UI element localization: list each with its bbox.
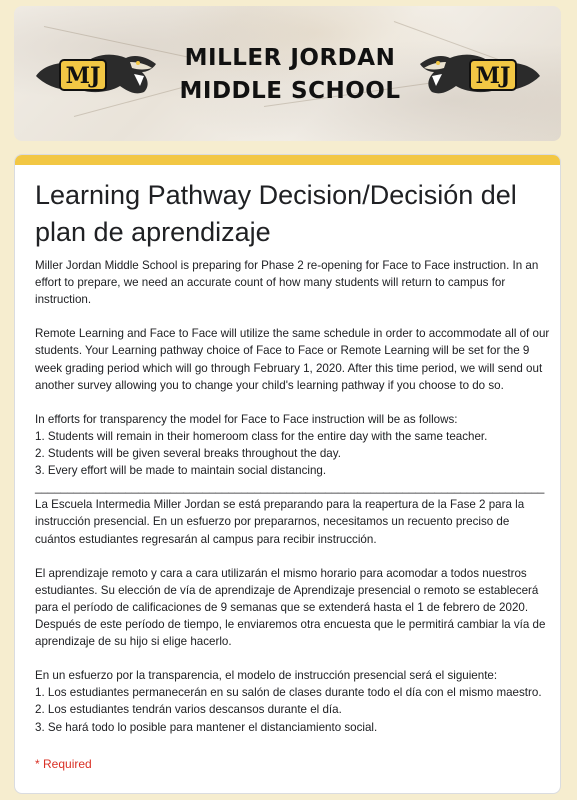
card-accent-bar xyxy=(15,155,560,165)
form-title: Learning Pathway Decision/Decisión del plan de aprendizaje xyxy=(35,180,517,247)
form-header-card xyxy=(14,154,561,794)
form-description: Miller Jordan Middle School is preparing for Phase 2 re-opening for Face to Face instruction. In an effort to prepare, we need an accurate count of how many students will return to campus for instruction. Remote Learning and Face to Face will utilize the same schedule in order to accommodate all of our students. Your Learning pathway choice of Face to Face or Remote Learning will be set for the 9 week grading period which will go through February 1, 2020. After this time period, we will send out another survey allowing you to change your child's learning pathway if you choose to do so. In efforts for transparency the model for Face to Face instruction will be as follows: 1. Students will remain in their homeroom class for the entire day with the same teacher. 2. Students will be given several breaks throughout the day. 3. Every effort will be made to maintain social distancing. _______________________________________________________________________________ La Escuela Intermedia Miller Jordan se está preparando para la reapertura de la Fase 2 para la instrucción presencial. En un esfuerzo por prepararnos, necesitamos un recuento preciso de cuántos estudiantes regresarán al campus para recibir instrucción. El aprendizaje remoto y cara a cara utilizarán el mismo horario para acomodar a todos nuestros estudiantes. Su elección de vía de aprendizaje de Aprendizaje presencial o remoto se establecerá para el período de calificaciones de 9 semanas que se extenderá hasta el 1 de febrero de 2020. Después de este período de tiempo, le enviaremos otra encuesta que le permitirá cambiar la vía de aprendizaje de su hijo si elige hacerlo. En un esfuerzo por la transparencia, el modelo de instrucción presencial será el siguiente: 1. Los estudiantes permanecerán en su salón de clases durante todo el día con el mismo maestro. 2. Los estudiantes tendrán varios descansos durante el día. 3. Se hará todo lo posible para mantener el distanciamiento social. xyxy=(35,259,550,734)
required-note: * Required xyxy=(35,757,92,771)
panther-mascot-icon xyxy=(416,46,542,102)
header-banner xyxy=(14,6,561,141)
mascot-logo-text: MJ xyxy=(65,63,101,89)
mascot-logo-text: MJ xyxy=(475,63,511,89)
school-name-title: MILLER JORDAN MIDDLE SCHOOL xyxy=(179,45,401,104)
panther-mascot-icon xyxy=(34,46,160,102)
